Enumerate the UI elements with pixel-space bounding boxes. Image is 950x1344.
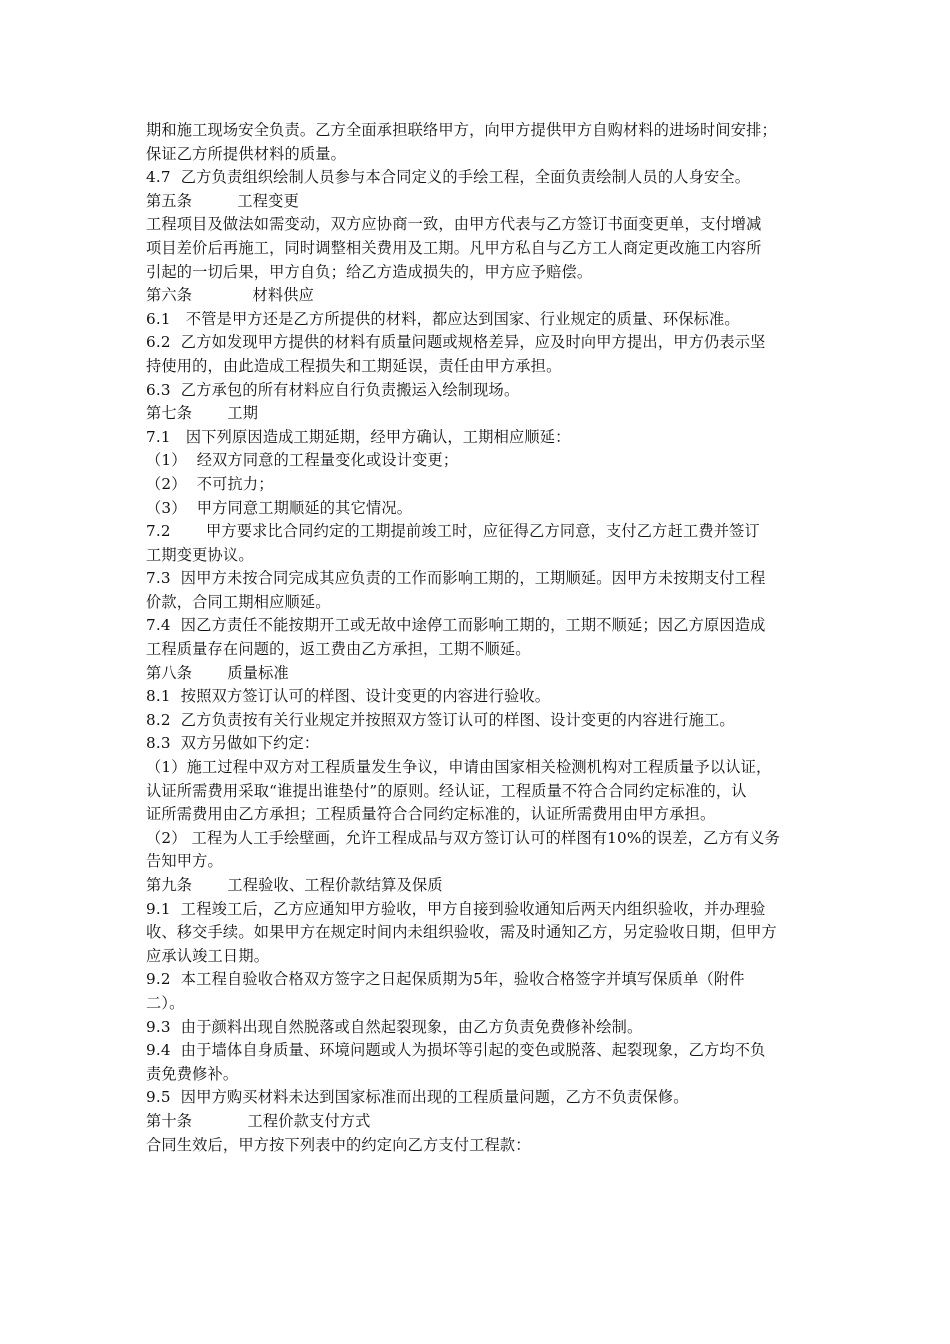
- text-line: 收、移交手续。如果甲方在规定时间内未组织验收，需及时通知乙方，另定验收日期，但甲方: [146, 923, 777, 942]
- text-line: 告知甲方。: [146, 852, 223, 871]
- text-line: 引起的一切后果，甲方自负；给乙方造成损失的，甲方应予赔偿。: [146, 262, 593, 281]
- text-line: 责免费修补。: [146, 1064, 239, 1083]
- list-item: （2） 工程为人工手绘壁画，允许工程成品与双方签订认可的样图有10%的误差，乙方有义务: [146, 828, 780, 847]
- article-9-heading: 第九条 工程验收、工程价款结算及保质: [146, 876, 443, 894]
- list-item: （3） 甲方同意工期顺延的其它情况。: [146, 498, 413, 517]
- article-7-heading: 第七条 工期: [146, 404, 259, 423]
- clause-8-3: 8.3 双方另做如下约定：: [146, 734, 320, 753]
- clause-8-1: 8.1 按照双方签订认可的样图、设计变更的内容进行验收。: [146, 687, 551, 706]
- article-6-heading: 第六条 材料供应: [146, 286, 315, 305]
- clause-7-3: 7.3 因甲方未按合同完成其应负责的工作而影响工期的，工期顺延。因甲方未按期支付工程: [146, 569, 766, 588]
- article-5-heading: 第五条 工程变更: [146, 191, 299, 210]
- list-item: （1）施工过程中双方对工程质量发生争议，申请由国家相关检测机构对工程质量予以认证，: [146, 758, 772, 777]
- text-line: 合同生效后，甲方按下列表中的约定向乙方支付工程款：: [146, 1135, 531, 1154]
- article-10-heading: 第十条 工程价款支付方式: [146, 1111, 371, 1130]
- clause-9-4: 9.4 由于墙体自身质量、环境问题或人为损坏等引起的变色或脱落、起裂现象，乙方均不负: [146, 1041, 766, 1060]
- text-line: 价款，合同工期相应顺延。: [146, 592, 331, 611]
- list-item: （2） 不可抗力；: [146, 474, 274, 493]
- text-line: 工程质量存在问题的，返工费由乙方承担，工期不顺延。: [146, 640, 531, 659]
- clause-8-2: 8.2 乙方负责按有关行业规定并按照双方签订认可的样图、设计变更的内容进行施工。: [146, 710, 735, 729]
- text-line: 保证乙方所提供材料的质量。: [146, 144, 347, 163]
- text-line: 工程项目及做法如需变动，双方应协商一致，由甲方代表与乙方签订书面变更单，支付增减: [146, 215, 762, 234]
- clause-9-5: 9.5 因甲方购买材料未达到国家标准而出现的工程质量问题，乙方不负责保修。: [146, 1088, 689, 1107]
- text-line: 持使用的，由此造成工程损失和工期延误，责任由甲方承担。: [146, 356, 562, 375]
- text-line: 应承认竣工日期。: [146, 946, 270, 965]
- text-line: 期和施工现场安全负责。乙方全面承担联络甲方，向甲方提供甲方自购材料的进场时间安排；: [146, 121, 777, 139]
- clause-6-3: 6.3 乙方承包的所有材料应自行负责搬运入绘制现场。: [146, 380, 520, 399]
- clause-9-3: 9.3 由于颜料出现自然脱落或自然起裂现象，由乙方负责免费修补绘制。: [146, 1017, 643, 1036]
- text-line: 证所需费用由乙方承担；工程质量符合合同约定标准的，认证所需费用由甲方承担。: [146, 805, 716, 824]
- clause-7-1: 7.1 因下列原因造成工期延期，经甲方确认，工期相应顺延：: [146, 427, 571, 446]
- clause-4-7: 4.7 乙方负责组织绘制人员参与本合同定义的手绘工程，全面负责绘制人员的人身安全。: [146, 168, 751, 187]
- clause-7-2: 7.2 甲方要求比合同约定的工期提前竣工时，应征得乙方同意，支付乙方赶工费并签订: [146, 522, 760, 541]
- clause-7-4: 7.4 因乙方责任不能按期开工或无故中途停工而影响工期的，工期不顺延；因乙方原因造成: [146, 616, 766, 635]
- text-line: 工期变更协议。: [146, 545, 254, 564]
- list-item: （1） 经双方同意的工程量变化或设计变更；: [146, 451, 459, 470]
- text-line: 认证所需费用采取“谁提出谁垫付”的原则。经认证，工程质量不符合合同约定标准的，认: [146, 781, 747, 800]
- clause-6-1: 6.1 不管是甲方还是乙方所提供的材料，都应达到国家、行业规定的质量、环保标准。: [146, 309, 740, 328]
- article-8-heading: 第八条 质量标准: [146, 663, 289, 682]
- document-body: [146, 119, 826, 1157]
- clause-9-2: 9.2 本工程自验收合格双方签字之日起保质期为5年，验收合格签字并填写保质单（附件: [146, 970, 745, 989]
- text-line: 项目差价后再施工，同时调整相关费用及工期。凡甲方私自与乙方工人商定更改施工内容所: [146, 238, 762, 257]
- clause-9-1: 9.1 工程竣工后，乙方应通知甲方验收，甲方自接到验收通知后两天内组织验收，并办理验: [146, 899, 766, 918]
- clause-6-2: 6.2 乙方如发现甲方提供的材料有质量问题或规格差异，应及时向甲方提出，甲方仍表示坚: [146, 333, 766, 352]
- text-line: 二）。: [146, 993, 185, 1012]
